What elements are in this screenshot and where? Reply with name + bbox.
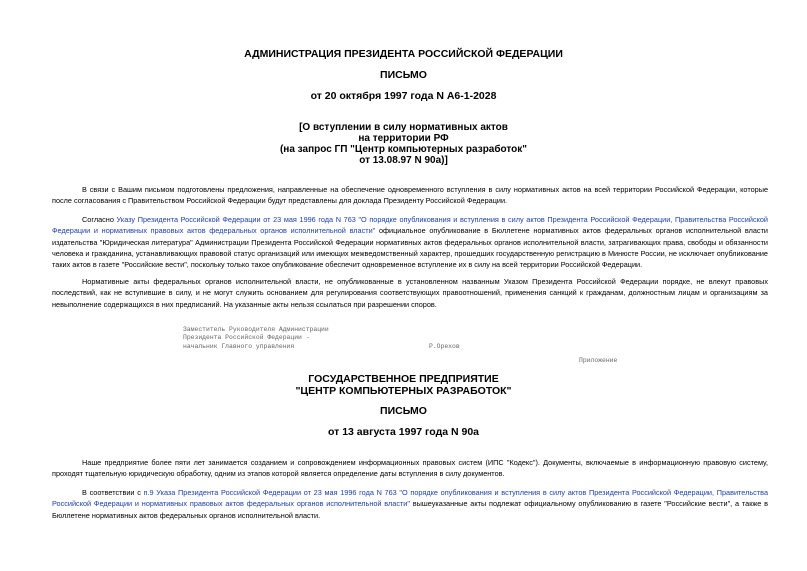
paragraph-1: [52, 184, 768, 207]
paragraph-text: В связи с Вашим письмом подготовлены предложения, направленные на обеспечение одновременного вступления в силу нормативных актов на всей территории Российской Федерации, которые после согласования с Правительством Российской Федерации будут представлены для доклада Президенту Российской Федерации.: [52, 185, 768, 206]
document-type: ПИСЬМО: [380, 69, 427, 81]
paragraph-2: [52, 214, 768, 270]
signer-title-line: Заместитель Руководителя Администрации: [183, 326, 329, 333]
signer-title-line: Президента Российской Федерации -: [183, 334, 310, 342]
paragraph-text: вышеуказанные акты подлежат официальному опубликованию в газете "Российские вести", а также в Бюллетене нормативных актов федеральных органов исполнительной власти.: [52, 499, 768, 520]
appendix-org-line: "ЦЕНТР КОМПЬЮТЕРНЫХ РАЗРАБОТОК": [295, 385, 512, 397]
paragraph-text: Нормативные акты федеральных органов исполнительной власти, не опубликованные в установленном названным Указом Президента Российской Федерации порядке, не влекут правовых последствий, как не вступившие в силу, и не могут служить основанием для регулирования соответствующих правоотношений, применения санкций к гражданам, должностным лицам и организациям за невыполнение содержащихся в них предписаний. На указанные акты нельзя ссылаться при разрешении споров.: [52, 277, 768, 309]
decree-763-clause-9-link[interactable]: п.9 Указа Президента Российской Федерации от 23 мая 1996 года N 763 "О порядке опубликования и вступления в силу актов Президента Российской Федерации, Правительства Российской Федерации и нормативных правовых актов федеральных органов исполнительной власти": [52, 488, 769, 509]
signer-title: [183, 326, 329, 351]
subject-line: (на запрос ГП "Центр компьютерных разработок": [279, 144, 528, 155]
appendix-date-number: от 13 августа 1997 года N 90а: [327, 426, 480, 438]
document-issuer: АДМИНИСТРАЦИЯ ПРЕЗИДЕНТА РОССИЙСКОЙ ФЕДЕРАЦИИ: [244, 48, 563, 60]
paragraph-text: Наше предприятие более пяти лет занимается созданием и сопровождением информационных правовых систем (ИПС "Кодекс"). Документы, включаемые в информационную правовую систему, проходят тщательную юридическую обработку, одним из этапов которой является определение даты вступления в силу документов.: [52, 458, 768, 479]
appendix-org-line: ГОСУДАРСТВЕННОЕ ПРЕДПРИЯТИЕ: [308, 373, 499, 385]
appendix-paragraph-2: [52, 487, 768, 521]
document-date-number: от 20 октября 1997 года N А6-1-2028: [310, 90, 497, 102]
paragraph-text: Согласно: [82, 215, 117, 224]
paragraph-text: В соответствии с: [82, 488, 144, 497]
appendix-label: Приложение: [579, 357, 618, 364]
signer-name: Р.Орехов: [429, 343, 460, 350]
subject-line: на территории РФ: [358, 133, 449, 144]
appendix-paragraph-1: [52, 457, 768, 480]
appendix-organization: [0, 373, 807, 397]
signer-title-line: начальник Главного управления: [183, 342, 295, 350]
subject-line: от 13.08.97 N 90а)]: [359, 155, 448, 166]
subject-line: [О вступлении в силу нормативных актов: [299, 122, 508, 133]
document-subject: [0, 122, 807, 166]
appendix-document-type: ПИСЬМО: [380, 405, 427, 417]
paragraph-3: [52, 276, 768, 310]
paragraph-text: официальное опубликование в Бюллетене нормативных актов федеральных органов исполнительной власти издательства "Юридическая литература" Администрации Президента Российской Федерации нормативных актов федеральных органов исполнительной власти, затрагивающих права, свободы и обязанности человека и гражданина, устанавливающих правовой статус организаций или имеющих межведомственный характер, прошедших государственную регистрацию в Минюсте России, не исключает опубликование таких актов в газете "Российские вести", поскольку только такое опубликование обеспечит одновременное вступление их в силу на всей территории Российской Федерации.: [52, 226, 768, 270]
decree-763-link[interactable]: Указу Президента Российской Федерации от 23 мая 1996 года N 763 "О порядке опубликования и вступления в силу актов Президента Российской Федерации, Правительства Российской Федерации и нормативных правовых актов федеральных органов исполнительной власти": [52, 215, 769, 236]
